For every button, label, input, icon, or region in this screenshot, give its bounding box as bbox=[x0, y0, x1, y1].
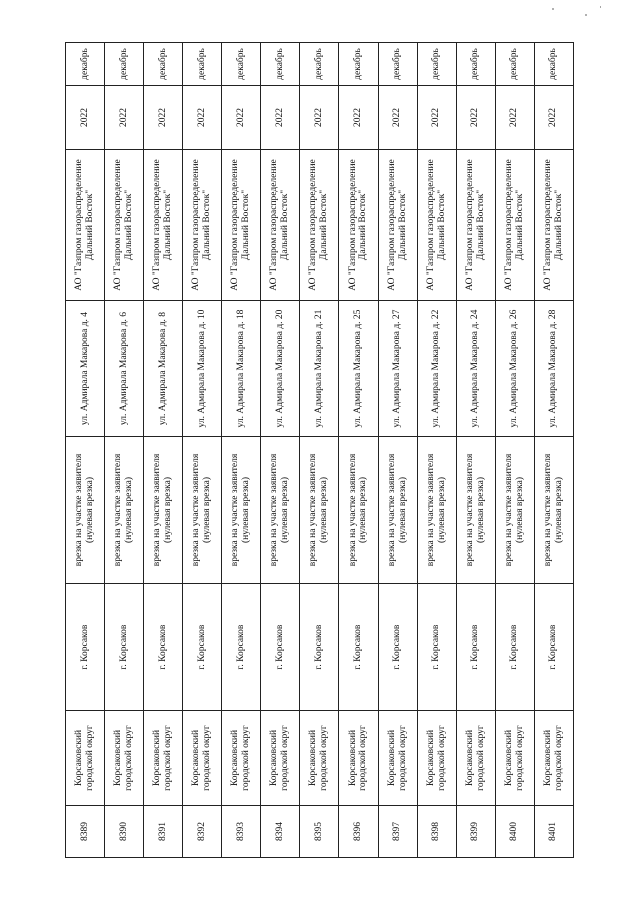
cell-address: ул. Адмирала Макарова д. 20 bbox=[261, 301, 300, 437]
cell-work-type: врезка на участке заявителя (нулевая врезка) bbox=[222, 437, 261, 584]
table-row bbox=[456, 43, 495, 858]
cell-address: ул. Адмирала Макарова д. 28 bbox=[534, 301, 573, 437]
cell-settlement: г. Корсаков bbox=[144, 584, 183, 711]
cell-settlement: г. Корсаков bbox=[261, 584, 300, 711]
cell-organization: АО "Газпром газораспределение Дальний Восток" bbox=[66, 150, 105, 301]
cell-settlement: г. Корсаков bbox=[534, 584, 573, 711]
cell-address: ул. Адмирала Макарова д. 25 bbox=[339, 301, 378, 437]
cell-municipality: Корсаковский городской округ bbox=[261, 711, 300, 806]
cell-number: 8400 bbox=[495, 806, 534, 858]
cell-work-type: врезка на участке заявителя (нулевая врезка) bbox=[339, 437, 378, 584]
cell-year: 2022 bbox=[339, 86, 378, 150]
cell-settlement: г. Корсаков bbox=[456, 584, 495, 711]
cell-organization: АО "Газпром газораспределение Дальний Восток" bbox=[339, 150, 378, 301]
cell-organization: АО "Газпром газораспределение Дальний Восток" bbox=[144, 150, 183, 301]
table-row bbox=[300, 43, 339, 858]
cell-number: 8401 bbox=[534, 806, 573, 858]
cell-month: декабрь bbox=[144, 43, 183, 86]
cell-settlement: г. Корсаков bbox=[105, 584, 144, 711]
cell-work-type: врезка на участке заявителя (нулевая врезка) bbox=[183, 437, 222, 584]
cell-month: декабрь bbox=[495, 43, 534, 86]
table-row bbox=[222, 43, 261, 858]
cell-organization: АО "Газпром газораспределение Дальний Восток" bbox=[183, 150, 222, 301]
cell-organization: АО "Газпром газораспределение Дальний Восток" bbox=[378, 150, 417, 301]
cell-work-type: врезка на участке заявителя (нулевая врезка) bbox=[261, 437, 300, 584]
cell-municipality: Корсаковский городской округ bbox=[456, 711, 495, 806]
cell-year: 2022 bbox=[183, 86, 222, 150]
cell-settlement: г. Корсаков bbox=[222, 584, 261, 711]
cell-address: ул. Адмирала Макарова д. 21 bbox=[300, 301, 339, 437]
cell-work-type: врезка на участке заявителя (нулевая врезка) bbox=[417, 437, 456, 584]
cell-address: ул. Адмирала Макарова д. 26 bbox=[495, 301, 534, 437]
table-row bbox=[378, 43, 417, 858]
table-row bbox=[105, 43, 144, 858]
cell-address: ул. Адмирала Макарова д. 24 bbox=[456, 301, 495, 437]
gas-connection-table bbox=[65, 42, 574, 858]
cell-month: декабрь bbox=[300, 43, 339, 86]
cell-municipality: Корсаковский городской округ bbox=[144, 711, 183, 806]
table-row bbox=[183, 43, 222, 858]
cell-work-type: врезка на участке заявителя (нулевая врезка) bbox=[300, 437, 339, 584]
cell-number: 8399 bbox=[456, 806, 495, 858]
cell-municipality: Корсаковский городской округ bbox=[183, 711, 222, 806]
cell-address: ул. Адмирала Макарова д. 4 bbox=[66, 301, 105, 437]
table-row bbox=[66, 43, 105, 858]
cell-year: 2022 bbox=[144, 86, 183, 150]
cell-settlement: г. Корсаков bbox=[378, 584, 417, 711]
cell-organization: АО "Газпром газораспределение Дальний Восток" bbox=[261, 150, 300, 301]
cell-work-type: врезка на участке заявителя (нулевая врезка) bbox=[105, 437, 144, 584]
table-row bbox=[339, 43, 378, 858]
cell-work-type: врезка на участке заявителя (нулевая врезка) bbox=[144, 437, 183, 584]
cell-number: 8394 bbox=[261, 806, 300, 858]
cell-number: 8392 bbox=[183, 806, 222, 858]
cell-number: 8398 bbox=[417, 806, 456, 858]
cell-year: 2022 bbox=[105, 86, 144, 150]
cell-address: ул. Адмирала Макарова д. 6 bbox=[105, 301, 144, 437]
cell-month: декабрь bbox=[66, 43, 105, 86]
cell-year: 2022 bbox=[378, 86, 417, 150]
cell-municipality: Корсаковский городской округ bbox=[222, 711, 261, 806]
cell-number: 8389 bbox=[66, 806, 105, 858]
cell-municipality: Корсаковский городской округ bbox=[66, 711, 105, 806]
cell-municipality: Корсаковский городской округ bbox=[339, 711, 378, 806]
scan-speck bbox=[585, 14, 587, 16]
cell-number: 8395 bbox=[300, 806, 339, 858]
cell-month: декабрь bbox=[378, 43, 417, 86]
cell-month: декабрь bbox=[105, 43, 144, 86]
table-row bbox=[495, 43, 534, 858]
cell-month: декабрь bbox=[183, 43, 222, 86]
cell-organization: АО "Газпром газораспределение Дальний Восток" bbox=[222, 150, 261, 301]
cell-year: 2022 bbox=[495, 86, 534, 150]
table-body bbox=[66, 43, 574, 858]
cell-number: 8397 bbox=[378, 806, 417, 858]
cell-number: 8391 bbox=[144, 806, 183, 858]
cell-municipality: Корсаковский городской округ bbox=[378, 711, 417, 806]
table-row bbox=[534, 43, 573, 858]
table-row bbox=[144, 43, 183, 858]
cell-month: декабрь bbox=[261, 43, 300, 86]
cell-address: ул. Адмирала Макарова д. 18 bbox=[222, 301, 261, 437]
cell-year: 2022 bbox=[66, 86, 105, 150]
cell-year: 2022 bbox=[534, 86, 573, 150]
scan-speck bbox=[552, 8, 554, 10]
cell-settlement: г. Корсаков bbox=[339, 584, 378, 711]
cell-organization: АО "Газпром газораспределение Дальний Восток" bbox=[534, 150, 573, 301]
cell-work-type: врезка на участке заявителя (нулевая врезка) bbox=[534, 437, 573, 584]
cell-work-type: врезка на участке заявителя (нулевая врезка) bbox=[456, 437, 495, 584]
cell-settlement: г. Корсаков bbox=[300, 584, 339, 711]
cell-organization: АО "Газпром газораспределение Дальний Восток" bbox=[417, 150, 456, 301]
cell-address: ул. Адмирала Макарова д. 8 bbox=[144, 301, 183, 437]
cell-address: ул. Адмирала Макарова д. 27 bbox=[378, 301, 417, 437]
cell-municipality: Корсаковский городской округ bbox=[534, 711, 573, 806]
cell-organization: АО "Газпром газораспределение Дальний Восток" bbox=[300, 150, 339, 301]
cell-number: 8393 bbox=[222, 806, 261, 858]
cell-number: 8396 bbox=[339, 806, 378, 858]
rotated-table-wrapper bbox=[65, 43, 574, 858]
cell-month: декабрь bbox=[534, 43, 573, 86]
cell-year: 2022 bbox=[456, 86, 495, 150]
cell-work-type: врезка на участке заявителя (нулевая врезка) bbox=[378, 437, 417, 584]
cell-work-type: врезка на участке заявителя (нулевая врезка) bbox=[66, 437, 105, 584]
cell-address: ул. Адмирала Макарова д. 22 bbox=[417, 301, 456, 437]
cell-month: декабрь bbox=[222, 43, 261, 86]
cell-settlement: г. Корсаков bbox=[417, 584, 456, 711]
cell-year: 2022 bbox=[417, 86, 456, 150]
cell-organization: АО "Газпром газораспределение Дальний Восток" bbox=[456, 150, 495, 301]
table-row bbox=[261, 43, 300, 858]
cell-organization: АО "Газпром газораспределение Дальний Восток" bbox=[495, 150, 534, 301]
cell-settlement: г. Корсаков bbox=[66, 584, 105, 711]
cell-organization: АО "Газпром газораспределение Дальний Восток" bbox=[105, 150, 144, 301]
scan-speck bbox=[600, 6, 601, 8]
cell-year: 2022 bbox=[261, 86, 300, 150]
cell-number: 8390 bbox=[105, 806, 144, 858]
cell-settlement: г. Корсаков bbox=[495, 584, 534, 711]
table-row bbox=[417, 43, 456, 858]
cell-month: декабрь bbox=[339, 43, 378, 86]
cell-municipality: Корсаковский городской округ bbox=[300, 711, 339, 806]
cell-year: 2022 bbox=[222, 86, 261, 150]
cell-month: декабрь bbox=[456, 43, 495, 86]
cell-work-type: врезка на участке заявителя (нулевая врезка) bbox=[495, 437, 534, 584]
cell-municipality: Корсаковский городской округ bbox=[495, 711, 534, 806]
cell-municipality: Корсаковский городской округ bbox=[417, 711, 456, 806]
cell-address: ул. Адмирала Макарова д. 10 bbox=[183, 301, 222, 437]
cell-month: декабрь bbox=[417, 43, 456, 86]
cell-settlement: г. Корсаков bbox=[183, 584, 222, 711]
cell-year: 2022 bbox=[300, 86, 339, 150]
cell-municipality: Корсаковский городской округ bbox=[105, 711, 144, 806]
